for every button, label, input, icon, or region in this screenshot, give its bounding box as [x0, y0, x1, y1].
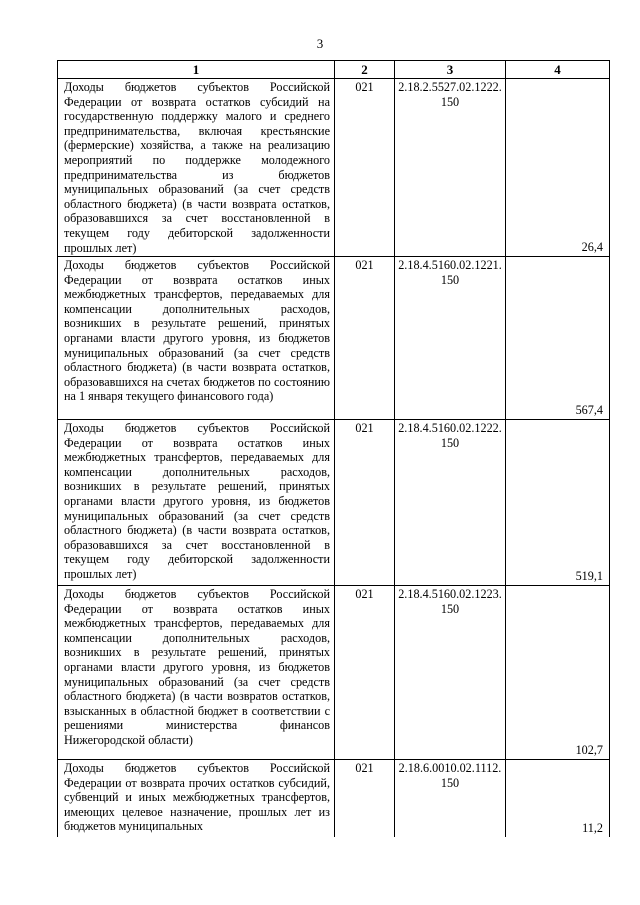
kbk-cell: [395, 257, 506, 420]
amount-cell: [506, 586, 610, 760]
revenue-description: Доходы бюджетов субъектов Российской Федерации от возврата остатков иных межбюджетных трансфертов, передаваемых для компенсации дополнительных расходов, возникших в результате решений, принятых органами власти другого уровня, из бюджетов муниципальных образований (за счет средств областного бюджета) (в части возвратов остатков, взысканных в областной бюджет в соответствии с решениями министерства финансов Нижегородской области): [64, 587, 330, 747]
kbk-code: 2.18.4.5160.02.1222.: [398, 421, 502, 435]
description-cell: [58, 586, 335, 760]
amount-cell: [506, 420, 610, 586]
table-row: [58, 420, 610, 586]
description-cell: [58, 79, 335, 257]
kbk-code-suffix: 150: [440, 272, 460, 287]
revenue-description: Доходы бюджетов субъектов Российской Федерации от возврата остатков субсидий на государственную поддержку малого и среднего предпринимательства, включая крестьянские (фермерские) хозяйства, а также на реализацию мероприятий по поддержке молодежного предпринимательства из бюджетов муниципальных образований (за счет средств областного бюджета) (в части возврата остатков, образовавшихся за счет восстановленной в текущем году дебиторской задолженности прошлых лет): [64, 80, 330, 255]
admin-code: 021: [355, 421, 374, 435]
admin-code: 021: [355, 258, 374, 272]
admin-code: 021: [355, 761, 374, 775]
kbk-code: 2.18.6.0010.02.1112.: [398, 761, 502, 775]
amount-cell: [506, 257, 610, 420]
admin-code-cell: [335, 257, 395, 420]
page-number: 3: [316, 36, 324, 51]
table-row: [58, 586, 610, 760]
admin-code-cell: [335, 420, 395, 586]
description-cell: [58, 257, 335, 420]
description-cell: [58, 420, 335, 586]
amount-value: 26,4: [581, 240, 603, 255]
table-header-row: [58, 61, 610, 79]
admin-code-cell: [335, 79, 395, 257]
admin-code: 021: [355, 587, 374, 601]
kbk-code: 2.18.2.5527.02.1222.: [398, 80, 502, 94]
kbk-code-suffix: 150: [440, 775, 460, 790]
kbk-code: 2.18.4.5160.02.1223.: [398, 587, 502, 601]
revenue-description: Доходы бюджетов субъектов Российской Федерации от возврата остатков иных межбюджетных трансфертов, передаваемых для компенсации дополнительных расходов, возникших в результате решений, принятых органами власти другого уровня, из бюджетов муниципальных образований (за счет средств областного бюджета) (в части возврата остатков, образовавшихся на счетах бюджетов по состоянию на 1 января текущего финансового года): [64, 258, 330, 404]
column-header-3: 3: [395, 61, 506, 79]
amount-value: 567,4: [575, 403, 603, 418]
kbk-cell: [395, 586, 506, 760]
budget-revenue-table: [57, 60, 610, 837]
kbk-code-suffix: 150: [440, 435, 460, 450]
amount-value: 11,2: [582, 820, 603, 835]
column-header-4: 4: [506, 61, 610, 79]
amount-value: 102,7: [575, 743, 603, 758]
table-row: [58, 257, 610, 420]
column-header-2: 2: [335, 61, 395, 79]
kbk-cell: [395, 420, 506, 586]
revenue-description: Доходы бюджетов субъектов Российской Федерации от возврата остатков иных межбюджетных трансфертов, передаваемых для компенсации дополнительных расходов, возникших в результате решений, принятых органами власти другого уровня, из бюджетов муниципальных образований (за счет средств областного бюджета) (в части возврата остатков, образовавшихся за счет восстановленной в текущем году дебиторской задолженности прошлых лет): [64, 421, 330, 581]
kbk-cell: [395, 79, 506, 257]
admin-code-cell: [335, 586, 395, 760]
description-cell: [58, 760, 335, 837]
admin-code: 021: [355, 80, 374, 94]
amount-cell: [506, 79, 610, 257]
column-header-1: 1: [58, 61, 335, 79]
kbk-cell: [395, 760, 506, 837]
kbk-code-suffix: 150: [440, 94, 460, 109]
table-row: [58, 760, 610, 837]
revenue-description: Доходы бюджетов субъектов Российской Федерации от возврата прочих остатков субсидий, субвенций и иных межбюджетных трансфертов, имеющих целевое назначение, прошлых лет из бюджетов муниципальных: [64, 761, 330, 834]
admin-code-cell: [335, 760, 395, 837]
kbk-code: 2.18.4.5160.02.1221.: [398, 258, 502, 272]
amount-value: 519,1: [575, 569, 603, 584]
table-row: [58, 79, 610, 257]
amount-cell: [506, 760, 610, 837]
kbk-code-suffix: 150: [440, 601, 460, 616]
